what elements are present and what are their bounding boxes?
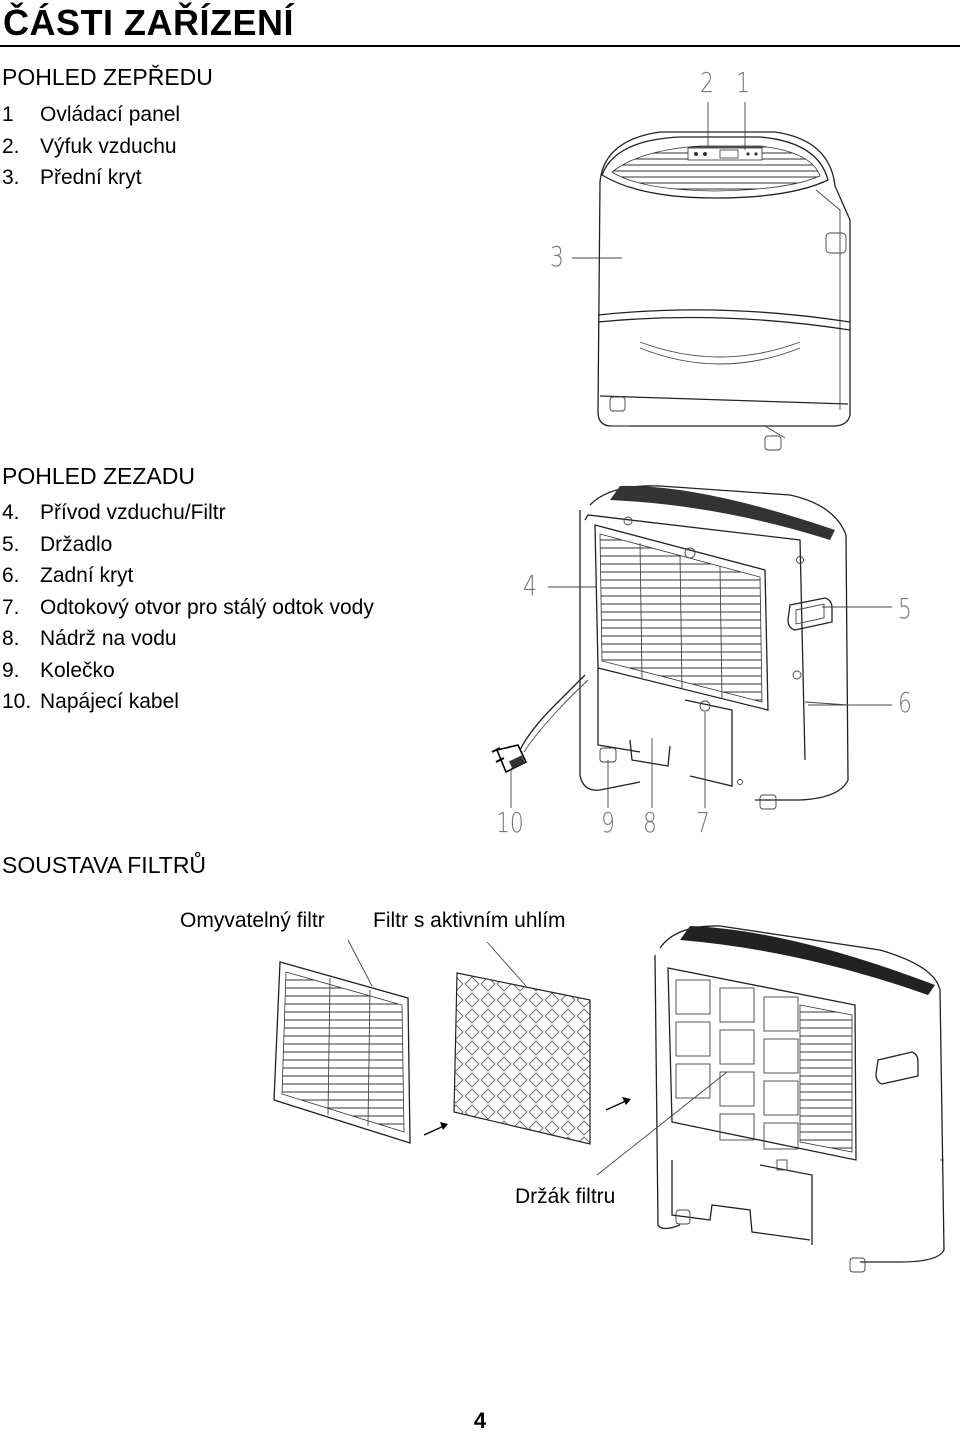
list-item: 9. Kolečko <box>2 658 115 682</box>
callout-8: 8 <box>643 806 657 839</box>
page-title: ČÁSTI ZAŘÍZENÍ <box>3 2 294 43</box>
washable-filter-caption: Omyvatelný filtr <box>180 909 325 932</box>
callout-6: 6 <box>898 686 912 719</box>
list-item: 3. Přední kryt <box>2 166 142 189</box>
callout-2: 2 <box>700 66 714 99</box>
callout-4: 4 <box>523 569 537 602</box>
list-item: 6. Zadní kryt <box>2 564 134 587</box>
list-item: 1 Ovládací panel <box>2 103 181 126</box>
callout-7: 7 <box>696 806 710 839</box>
list-item: 7. Odtokový otvor pro stálý odtok vody <box>2 595 374 619</box>
arrow-icon <box>424 1122 448 1135</box>
arrow-icon <box>606 1097 631 1110</box>
list-item: 10. Napájecí kabel <box>2 690 179 713</box>
list-item: 8. Nádrž na vodu <box>2 627 177 650</box>
list-item: 4. Přívod vzduchu/Filtr <box>2 501 226 524</box>
list-item: 2. Výfuk vzduchu <box>2 134 177 158</box>
page-number: 4 <box>473 1408 487 1433</box>
list-item: 5. Držadlo <box>2 532 113 556</box>
filters-heading: SOUSTAVA FILTRŮ <box>2 852 207 878</box>
filter-assembly-illustration <box>274 926 944 1272</box>
front-view-heading: POHLED ZEPŘEDU <box>2 64 213 90</box>
front-view-illustration <box>572 102 850 450</box>
callout-5: 5 <box>898 592 912 625</box>
callout-1: 1 <box>736 66 750 99</box>
rear-view-illustration <box>492 486 892 809</box>
rear-view-heading: POHLED ZEZADU <box>2 463 195 489</box>
callout-9: 9 <box>601 806 615 839</box>
callout-3: 3 <box>550 240 564 273</box>
callout-10: 10 <box>496 806 524 839</box>
filter-holder-caption: Držák filtru <box>515 1185 616 1208</box>
carbon-filter-caption: Filtr s aktivním uhlím <box>373 909 566 932</box>
